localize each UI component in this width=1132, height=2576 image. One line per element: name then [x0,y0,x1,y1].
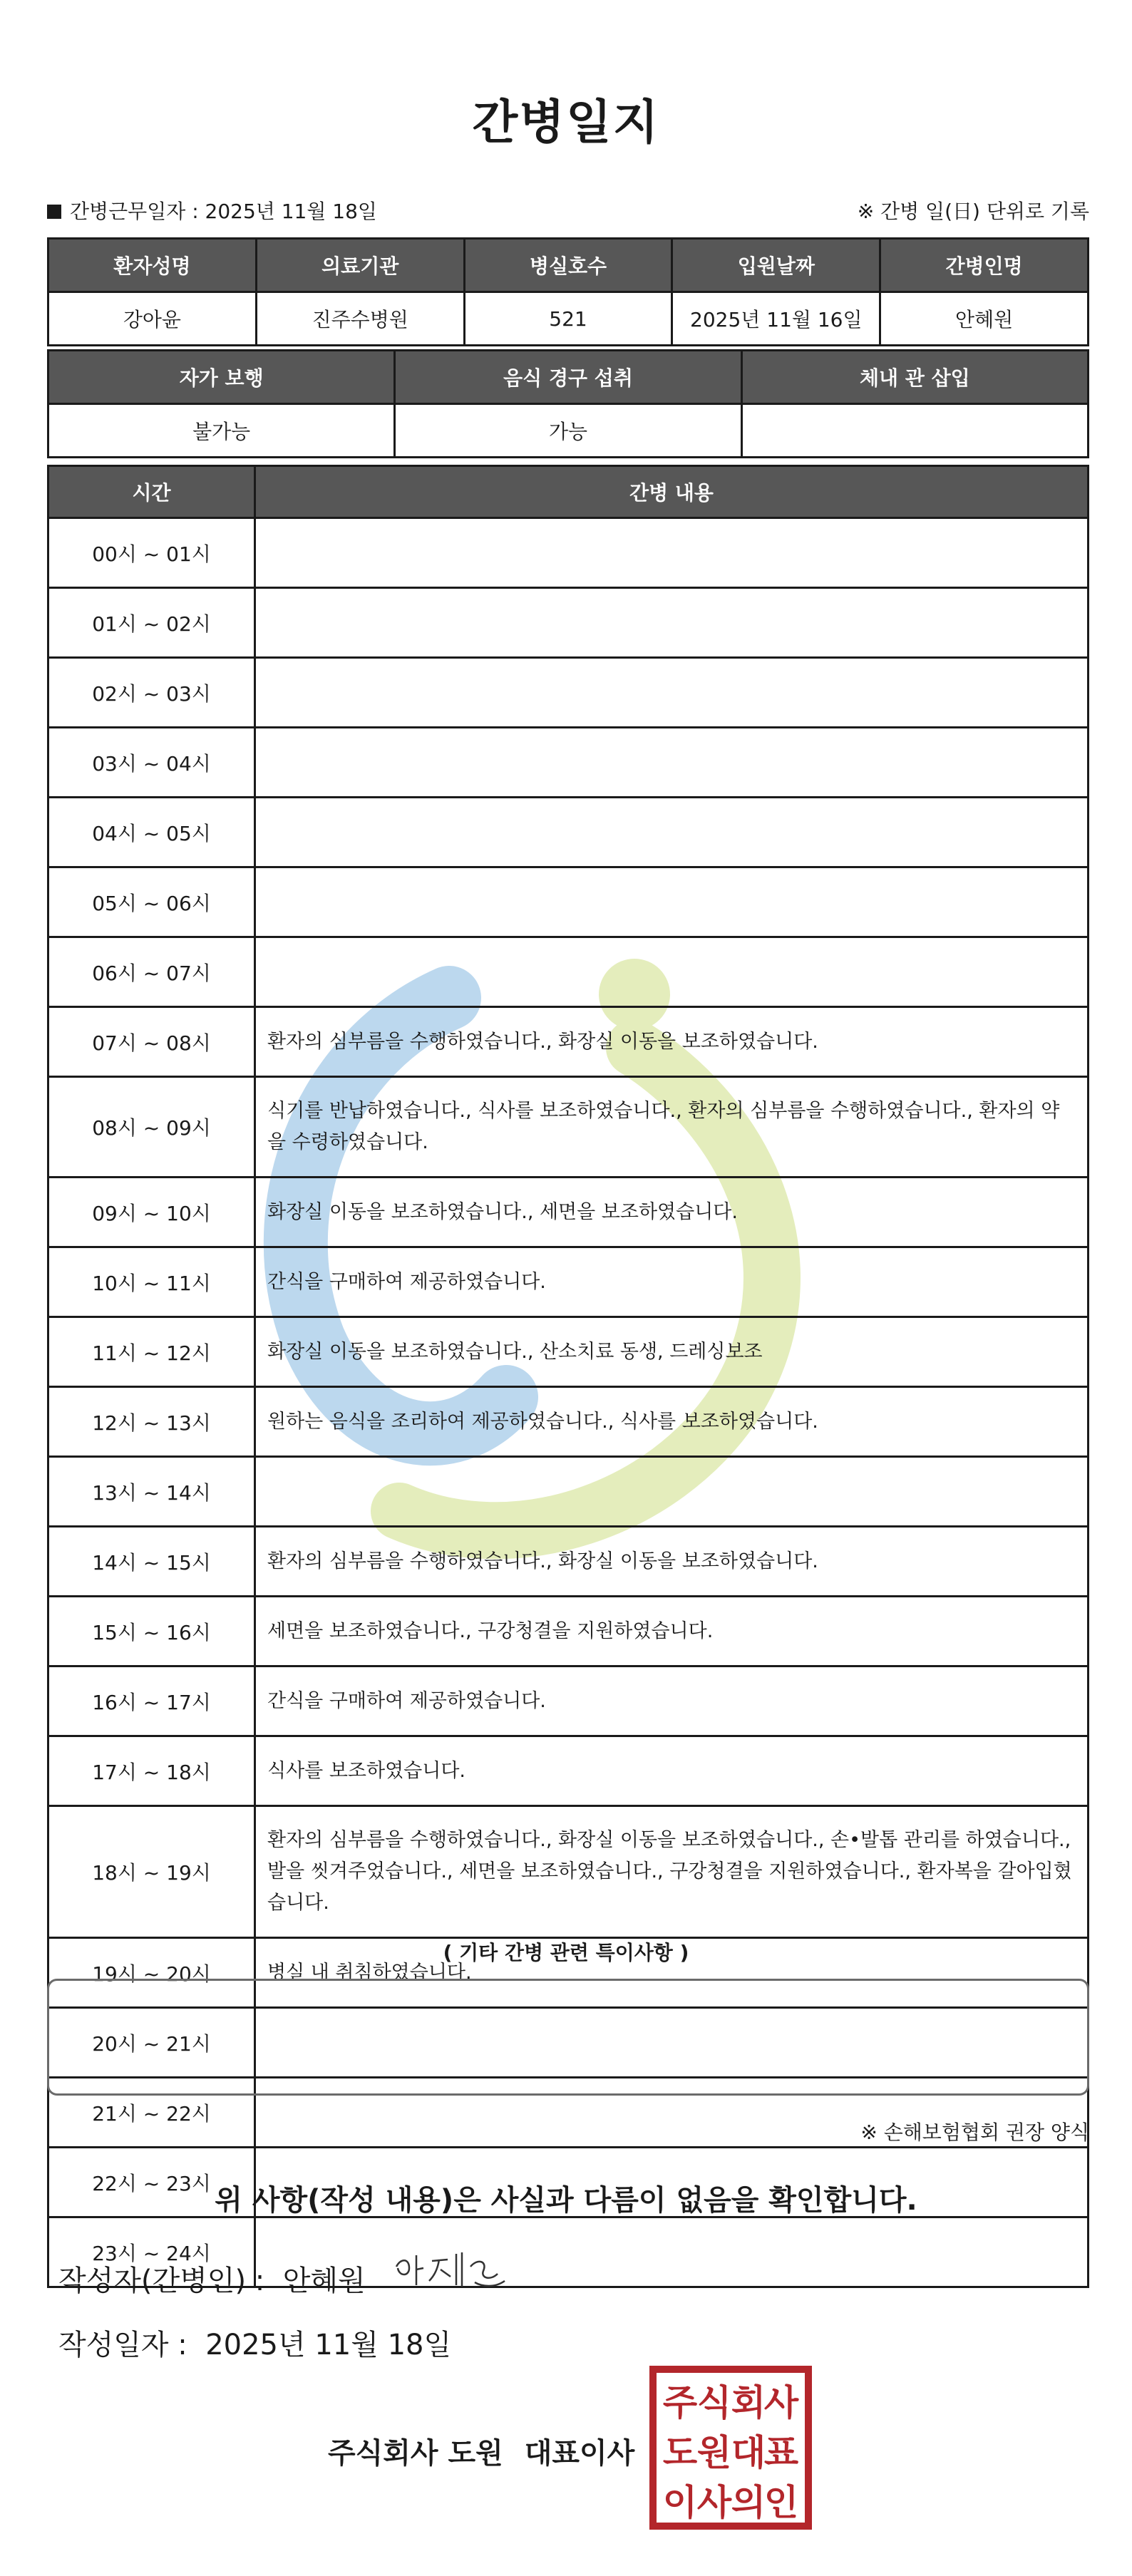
svg-text:인: 인 [763,2482,799,2523]
status-value-row [48,404,1089,458]
room-cell: 521 [464,292,672,346]
time-cell: 14시 ~ 15시 [48,1527,255,1597]
table-row [48,1077,1089,1178]
header-time: 시간 [48,466,255,518]
write-date-label: 작성일자 : [58,2329,187,2361]
square-bullet-icon [47,205,61,219]
time-cell: 13시 ~ 14시 [48,1457,255,1527]
time-cell: 20시 ~ 21시 [48,2008,255,2078]
tube-insertion-cell [741,404,1088,458]
time-cell: 19시 ~ 20시 [48,1938,255,2008]
time-cell: 04시 ~ 05시 [48,798,255,867]
svg-text:원: 원 [696,2432,732,2473]
company-line [328,2431,656,2471]
time-cell: 03시 ~ 04시 [48,728,255,798]
content-cell [255,1457,1089,1527]
writer-name: 안혜원 [282,2265,366,2297]
header-oral-intake: 음식 경구 섭취 [395,351,741,404]
status-header-row [48,351,1089,404]
content-cell: 화장실 이동을 보조하였습니다., 산소치료 동생, 드레싱보조 [255,1317,1089,1387]
writer-line [58,2258,366,2299]
content-cell: 간식을 구매하여 제공하였습니다. [255,1247,1089,1317]
svg-text:대: 대 [731,2432,766,2473]
work-date-info [47,196,377,225]
content-cell [255,588,1089,658]
table-row [48,1806,1089,1938]
table-row [48,1178,1089,1247]
table-row [48,1317,1089,1387]
content-cell: 화장실 이동을 보조하였습니다., 세면을 보조하였습니다. [255,1178,1089,1247]
time-cell: 09시 ~ 10시 [48,1178,255,1247]
log-header-row [48,466,1089,518]
time-cell: 15시 ~ 16시 [48,1597,255,1666]
svg-text:도: 도 [662,2432,698,2473]
content-cell: 환자의 심부름을 수행하였습니다., 화장실 이동을 보조하였습니다. [255,1527,1089,1597]
svg-text:의: 의 [731,2482,766,2523]
table-row [48,937,1089,1007]
content-cell [255,728,1089,798]
time-cell: 17시 ~ 18시 [48,1736,255,1806]
svg-text:이: 이 [662,2482,698,2523]
recommend-note: ※ 손해보험협회 권장 양식 [860,2121,1089,2144]
content-cell [255,937,1089,1007]
time-cell: 18시 ~ 19시 [48,1806,255,1938]
svg-text:회: 회 [731,2382,766,2423]
time-cell: 02시 ~ 03시 [48,658,255,728]
table-row [48,1457,1089,1527]
admission-date-cell: 2025년 11월 16일 [672,292,880,346]
writer-label: 작성자(간병인) : [58,2265,265,2297]
hospital-cell: 진주수병원 [256,292,464,346]
header-tube-insertion: 체내 관 삽입 [741,351,1088,404]
time-cell: 00시 ~ 01시 [48,518,255,588]
special-notes-box [47,1979,1089,2096]
svg-text:표: 표 [763,2432,799,2473]
content-cell [255,658,1089,728]
patient-value-row [48,292,1089,346]
header-hospital: 의료기관 [256,239,464,292]
header-self-walking: 자가 보행 [48,351,395,404]
content-cell: 원하는 음식을 조리하여 제공하였습니다., 식사를 보조하였습니다. [255,1387,1089,1457]
header-care-content: 간병 내용 [255,466,1089,518]
header-caregiver: 간병인명 [880,239,1089,292]
header-room: 병실호수 [464,239,672,292]
time-cell: 11시 ~ 12시 [48,1317,255,1387]
svg-text:주: 주 [662,2382,698,2423]
time-cell: 21시 ~ 22시 [48,2078,255,2148]
content-cell: 식기를 반납하였습니다., 식사를 보조하였습니다., 환자의 심부름을 수행하였습니다., 환자의 약을 수령하였습니다. [255,1077,1089,1178]
time-cell: 22시 ~ 23시 [48,2148,255,2217]
write-date-value: 2025년 11월 18일 [205,2329,452,2361]
content-cell [255,2217,1089,2287]
time-cell: 10시 ~ 11시 [48,1247,255,1317]
content-cell: 병실 내 취침하였습니다. [255,1938,1089,2008]
table-row [48,518,1089,588]
table-row [48,1597,1089,1666]
table-row [48,1247,1089,1317]
content-cell [255,867,1089,937]
time-cell: 08시 ~ 09시 [48,1077,255,1178]
caregiver-cell: 안혜원 [880,292,1089,346]
header-admission-date: 입원날짜 [672,239,880,292]
time-cell: 01시 ~ 02시 [48,588,255,658]
handwritten-signature [391,2245,512,2295]
svg-text:사: 사 [696,2482,732,2523]
table-row [48,798,1089,867]
time-cell: 06시 ~ 07시 [48,937,255,1007]
oral-intake-cell: 가능 [395,404,741,458]
table-row [48,658,1089,728]
content-cell: 간식을 구매하여 제공하였습니다. [255,1666,1089,1736]
table-row [48,1387,1089,1457]
table-row [48,1007,1089,1077]
content-cell: 환자의 심부름을 수행하였습니다., 화장실 이동을 보조하였습니다. [255,1007,1089,1077]
svg-text:식: 식 [696,2382,732,2423]
confirmation-statement: 위 사항(작성 내용)은 사실과 다름이 없음을 확인합니다. [215,2184,917,2217]
patient-header-row [48,239,1089,292]
time-cell: 07시 ~ 08시 [48,1007,255,1077]
write-date-line [58,2322,451,2363]
unit-note: ※ 간병 일(日) 단위로 기록 [857,200,1089,223]
representative-title: 대표이사 [524,2437,635,2470]
table-row [48,1527,1089,1597]
patient-name-cell: 강아윤 [48,292,257,346]
table-row [48,728,1089,798]
table-row [48,867,1089,937]
content-cell [255,798,1089,867]
work-date-label: 간병근무일자 : 2025년 11월 18일 [70,200,377,223]
time-cell: 12시 ~ 13시 [48,1387,255,1457]
special-notes-title: ( 기타 간병 관련 특이사항 ) [443,1941,689,1964]
header-patient-name: 환자성명 [48,239,257,292]
patient-info-table [47,237,1089,346]
content-cell: 세면을 보조하였습니다., 구강청결을 지원하였습니다. [255,1597,1089,1666]
company-name: 주식회사 도원 [328,2437,503,2470]
table-row [48,1666,1089,1736]
time-cell: 16시 ~ 17시 [48,1666,255,1736]
patient-status-table [47,349,1089,458]
time-cell: 23시 ~ 24시 [48,2217,255,2287]
table-row [48,588,1089,658]
content-cell: 환자의 심부름을 수행하였습니다., 화장실 이동을 보조하였습니다., 손•발톱 관리를 하였습니다., 발을 씻겨주었습니다., 세면을 보조하였습니다., 구강청결을 지원하였습니다., 환자복을 갈아입혔습니다. [255,1806,1089,1938]
content-cell [255,518,1089,588]
svg-text:사: 사 [763,2382,799,2423]
self-walking-cell: 불가능 [48,404,395,458]
company-seal [649,2365,813,2530]
time-cell: 05시 ~ 06시 [48,867,255,937]
content-cell: 식사를 보조하였습니다. [255,1736,1089,1806]
document-title: 간병일지 [472,95,660,150]
table-row [48,1736,1089,1806]
